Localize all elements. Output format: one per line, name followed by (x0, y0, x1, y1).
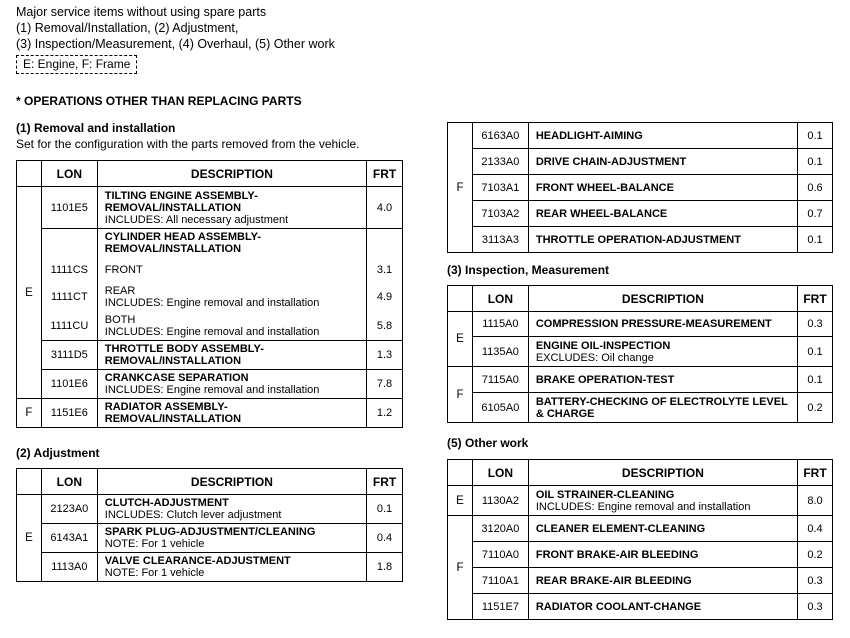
col-description: DESCRIPTION (528, 286, 797, 312)
table-row (448, 568, 833, 594)
desc-cell: FRONT WHEEL-BALANCE (535, 181, 674, 194)
desc-note: BOTH (104, 313, 136, 326)
desc-note: INCLUDES: Engine removal and installation (104, 384, 320, 396)
intro-line-2: (1) Removal/Installation, (2) Adjustment, (16, 21, 239, 35)
col-blank (17, 161, 42, 187)
lon-cell: 6143A1 (41, 524, 97, 553)
lon-cell: 7103A2 (472, 201, 528, 227)
lon-cell: 7103A1 (472, 175, 528, 201)
desc-cell: SPARK PLUG-ADJUSTMENT/CLEANING (104, 526, 316, 538)
group-label: F (448, 367, 473, 423)
table-row (448, 312, 833, 337)
table-row (17, 553, 403, 582)
table-row (448, 227, 833, 253)
frt-cell: 0.1 (798, 337, 833, 367)
table-row (17, 312, 403, 341)
table-row (448, 516, 833, 542)
desc-cell: BATTERY-CHECKING OF ELECTROLYTE LEVEL & CHARGE (535, 395, 788, 420)
col-frt: FRT (367, 161, 403, 187)
frt-cell: 0.3 (798, 594, 833, 620)
frt-cell: 0.3 (798, 312, 833, 337)
desc-cell: OIL STRAINER-CLEANING (535, 488, 675, 501)
desc-note: NOTE: For 1 vehicle (104, 538, 205, 550)
desc-cell: CLUTCH-ADJUSTMENT (104, 497, 229, 509)
inspection-title: (3) Inspection, Measurement (447, 263, 610, 277)
desc-note: INCLUDES: Engine removal and installation (104, 325, 320, 338)
frt-cell: 0.1 (798, 123, 833, 149)
group-label: E (448, 486, 473, 516)
desc-cell: FRONT BRAKE-AIR BLEEDING (535, 548, 699, 561)
col-lon: LON (472, 460, 528, 486)
lon-cell: 7110A1 (472, 568, 528, 594)
frt-cell: 0.4 (367, 524, 403, 553)
lon-cell: 7115A0 (472, 367, 528, 393)
table-row (17, 229, 403, 257)
table-row (17, 257, 403, 283)
frt-cell: 5.8 (367, 312, 403, 341)
desc-note: FRONT (104, 263, 143, 276)
other-work-title: (5) Other work (447, 436, 529, 450)
lon-cell: 1135A0 (472, 337, 528, 367)
col-frt: FRT (367, 469, 403, 495)
table-row (448, 149, 833, 175)
col-lon: LON (41, 469, 97, 495)
table-row (448, 175, 833, 201)
desc-cell: CRANKCASE SEPARATION (104, 372, 249, 384)
desc-cell: HEADLIGHT-AIMING (535, 129, 643, 142)
table-row (17, 283, 403, 312)
lon-cell: 1101E6 (41, 370, 97, 399)
lon-cell: 1101E5 (41, 187, 97, 229)
lon-cell: 1151E6 (41, 399, 97, 428)
col-description: DESCRIPTION (97, 161, 366, 187)
group-label: F (448, 516, 473, 620)
group-label: F (448, 123, 473, 253)
lon-cell: 1111CS (41, 257, 97, 283)
col-lon: LON (472, 286, 528, 312)
frt-cell: 0.1 (798, 367, 833, 393)
lon-cell: 1111CT (41, 283, 97, 312)
adjustment-table (16, 468, 403, 582)
frt-cell: 0.2 (798, 393, 833, 423)
table-row (448, 393, 833, 423)
frt-cell: 0.1 (798, 149, 833, 175)
desc-note: INCLUDES: Engine removal and installation (535, 500, 751, 513)
adjustment-title: (2) Adjustment (16, 446, 100, 460)
frt-cell: 4.0 (367, 187, 403, 229)
col-lon: LON (41, 161, 97, 187)
table-row (17, 524, 403, 553)
lon-cell: 6163A0 (472, 123, 528, 149)
lon-cell: 1115A0 (472, 312, 528, 337)
group-label: E (448, 312, 473, 367)
table-row (448, 123, 833, 149)
desc-note: INCLUDES: Engine removal and installation (104, 297, 320, 309)
table-row (17, 370, 403, 399)
desc-cell: BRAKE OPERATION-TEST (535, 373, 675, 386)
frt-cell: 0.1 (798, 227, 833, 253)
frt-cell: 0.2 (798, 542, 833, 568)
lon-cell: 3111D5 (41, 341, 97, 370)
desc-cell: VALVE CLEARANCE-ADJUSTMENT (104, 555, 291, 567)
table-row (17, 187, 403, 229)
col-frt: FRT (798, 460, 833, 486)
desc-note: EXCLUDES: Oil change (535, 351, 654, 364)
frt-cell: 8.0 (798, 486, 833, 516)
desc-cell: DRIVE CHAIN-ADJUSTMENT (535, 155, 687, 168)
removal-table (16, 160, 403, 428)
lon-cell: 3113A3 (472, 227, 528, 253)
desc-cell: COMPRESSION PRESSURE-MEASUREMENT (535, 318, 772, 330)
desc-cell: CYLINDER HEAD ASSEMBLY-REMOVAL/INSTALLATION (104, 230, 262, 255)
desc-cell: THROTTLE OPERATION-ADJUSTMENT (535, 233, 741, 246)
main-heading: * OPERATIONS OTHER THAN REPLACING PARTS (16, 94, 302, 108)
lon-cell: 1151E7 (472, 594, 528, 620)
lon-cell: 1111CU (41, 312, 97, 341)
desc-cell: REAR WHEEL-BALANCE (535, 207, 668, 220)
frt-cell: 0.4 (798, 516, 833, 542)
table-row (17, 341, 403, 370)
lon-cell: 3120A0 (472, 516, 528, 542)
frt-cell: 7.8 (367, 370, 403, 399)
lon-cell: 1113A0 (41, 553, 97, 582)
table-row (448, 542, 833, 568)
frt-cell: 1.3 (367, 341, 403, 370)
frt-cell: 1.8 (367, 553, 403, 582)
frt-cell: 0.3 (798, 568, 833, 594)
frt-cell: 3.1 (367, 257, 403, 283)
table-row (17, 399, 403, 428)
lon-cell: 2123A0 (41, 495, 97, 524)
other-work-table (447, 459, 833, 620)
desc-cell: TILTING ENGINE ASSEMBLY-REMOVAL/INSTALLATION (104, 189, 258, 214)
desc-cell: REAR BRAKE-AIR BLEEDING (535, 574, 692, 587)
removal-note: Set for the configuration with the parts removed from the vehicle. (16, 137, 360, 151)
desc-cell: ENGINE OIL-INSPECTION (535, 339, 671, 352)
lon-cell: 7110A0 (472, 542, 528, 568)
group-label: F (17, 399, 42, 428)
desc-note: INCLUDES: Clutch lever adjustment (104, 509, 282, 521)
intro-line-1: Major service items without using spare parts (16, 5, 267, 19)
col-description: DESCRIPTION (97, 469, 366, 495)
desc-note: NOTE: For 1 vehicle (104, 567, 205, 579)
adjustment-cont-table (447, 122, 833, 253)
desc-note: INCLUDES: All necessary adjustment (104, 213, 289, 226)
group-label: E (17, 495, 42, 582)
lon-cell: 1130A2 (472, 486, 528, 516)
desc-cell: CLEANER ELEMENT-CLEANING (535, 522, 706, 535)
col-description: DESCRIPTION (528, 460, 797, 486)
frt-cell: 4.9 (367, 283, 403, 312)
frt-cell: 0.1 (367, 495, 403, 524)
legend-box: E: Engine, F: Frame (16, 55, 137, 74)
removal-title: (1) Removal and installation (16, 121, 176, 135)
table-row (448, 367, 833, 393)
desc-cell: RADIATOR COOLANT-CHANGE (535, 600, 702, 613)
frt-cell: 0.7 (798, 201, 833, 227)
intro-line-3: (3) Inspection/Measurement, (4) Overhaul, (5) Other work (16, 37, 335, 51)
table-row (448, 201, 833, 227)
inspection-table (447, 285, 833, 423)
desc-cell: RADIATOR ASSEMBLY-REMOVAL/INSTALLATION (104, 401, 242, 425)
col-frt: FRT (798, 286, 833, 312)
desc-cell: THROTTLE BODY ASSEMBLY-REMOVAL/INSTALLATION (104, 343, 264, 367)
intro-text (16, 4, 335, 52)
table-row (17, 495, 403, 524)
table-row (448, 486, 833, 516)
lon-cell: 2133A0 (472, 149, 528, 175)
desc-note: REAR (104, 285, 136, 297)
table-row (448, 594, 833, 620)
group-label: E (17, 187, 42, 399)
lon-cell: 6105A0 (472, 393, 528, 423)
table-row (448, 337, 833, 367)
frt-cell: 1.2 (367, 399, 403, 428)
frt-cell: 0.6 (798, 175, 833, 201)
